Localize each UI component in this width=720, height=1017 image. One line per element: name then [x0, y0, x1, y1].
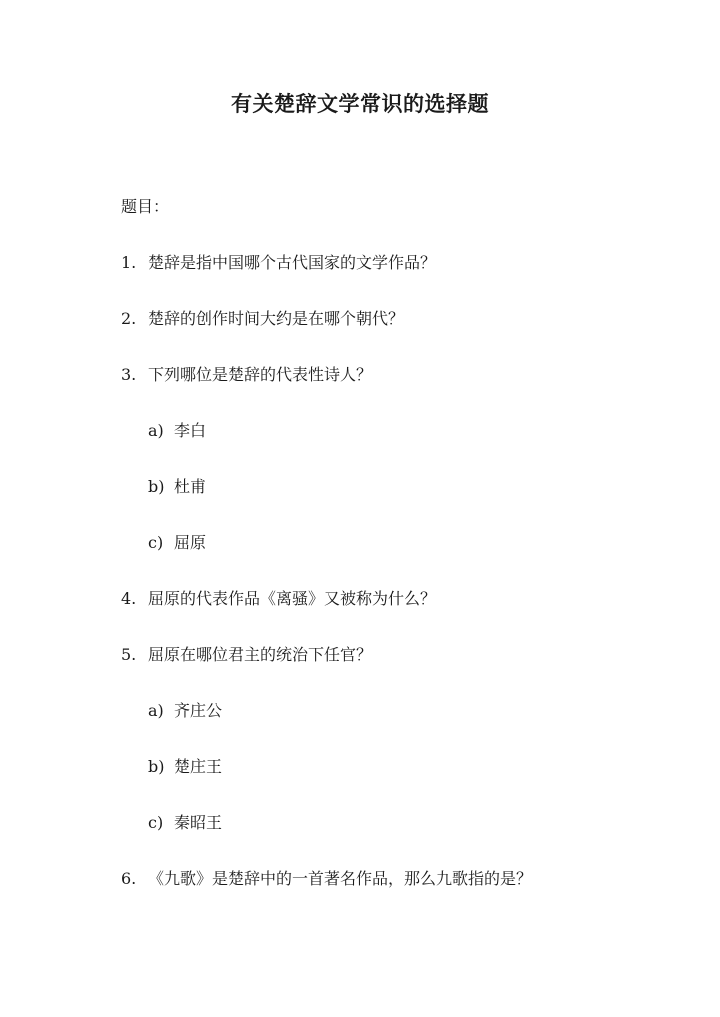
option-text: 李白	[174, 421, 207, 440]
option-text: 杜甫	[174, 477, 207, 496]
question-text: 楚辞的创作时间大约是在哪个朝代？	[148, 309, 405, 328]
question-2	[121, 309, 404, 329]
option-text: 齐庄公	[174, 701, 223, 720]
document-title: 有关楚辞文学常识的选择题	[231, 91, 489, 116]
option-letter: a)	[148, 421, 164, 440]
question-number: 3.	[121, 365, 137, 384]
option-letter: c)	[148, 533, 164, 552]
question-text: 下列哪位是楚辞的代表性诗人？	[148, 365, 373, 384]
question-text: 《九歌》是楚辞中的一首著名作品，那么九歌指的是？	[148, 869, 533, 888]
question-number: 6.	[121, 869, 137, 888]
question-number: 2.	[121, 309, 137, 328]
question-3	[121, 365, 372, 385]
question-text: 屈原在哪位君主的统治下任官？	[148, 645, 373, 664]
question-number: 1.	[121, 253, 137, 272]
question-text: 屈原的代表作品《离骚》又被称为什么？	[148, 589, 437, 608]
option-text: 秦昭王	[174, 813, 223, 832]
question-text: 楚辞是指中国哪个古代国家的文学作品？	[148, 253, 437, 272]
option-5b	[148, 757, 222, 777]
option-5c	[148, 813, 222, 833]
question-number: 4.	[121, 589, 137, 608]
question-1	[121, 253, 436, 273]
option-3a	[148, 421, 206, 441]
question-4	[121, 589, 436, 609]
option-5a	[148, 701, 222, 721]
option-letter: a)	[148, 701, 164, 720]
option-letter: b)	[148, 477, 165, 496]
option-text: 屈原	[174, 533, 207, 552]
option-letter: c)	[148, 813, 164, 832]
question-number: 5.	[121, 645, 137, 664]
option-3c	[148, 533, 206, 553]
option-3b	[148, 477, 206, 497]
option-letter: b)	[148, 757, 165, 776]
question-5	[121, 645, 372, 665]
section-label: 题目：	[121, 197, 170, 216]
option-text: 楚庄王	[174, 757, 223, 776]
question-6	[121, 869, 532, 889]
